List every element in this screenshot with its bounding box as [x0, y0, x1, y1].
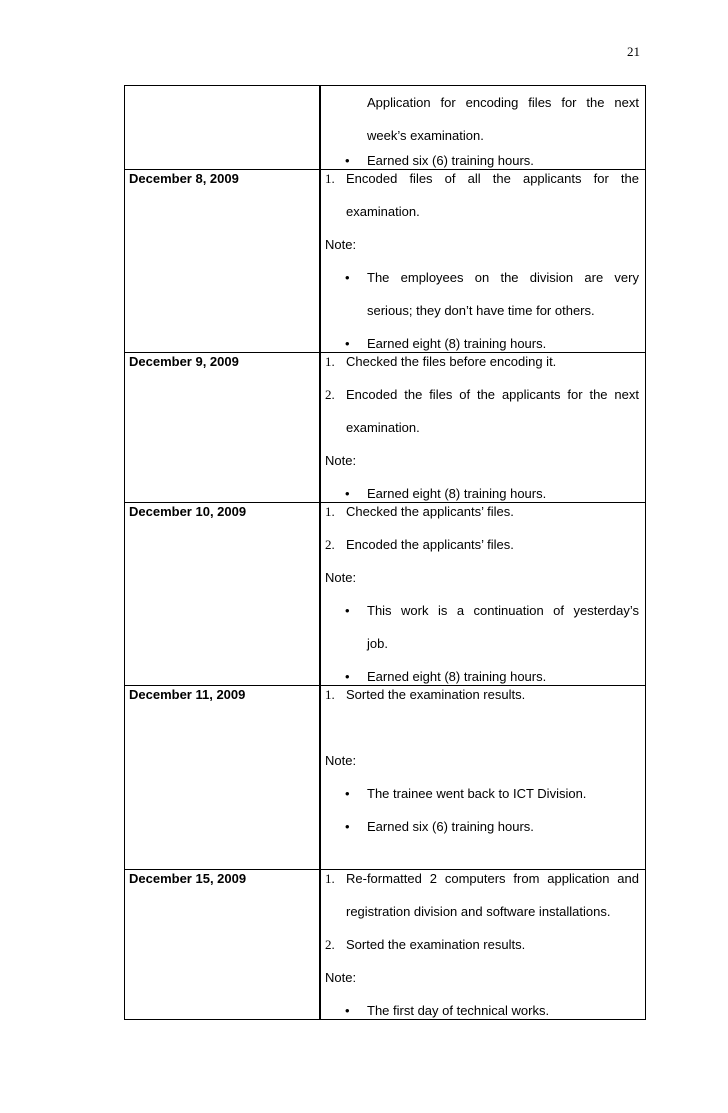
date-cell: [125, 86, 321, 170]
blank-line: [325, 719, 639, 752]
activity-line: Application for encoding files for the next: [367, 95, 639, 110]
bullet-item: • Earned six (6) training hours.: [345, 819, 534, 834]
table-row: [125, 170, 646, 353]
bullet-icon: •: [345, 336, 350, 351]
table-row: [125, 353, 646, 503]
table-row: [125, 870, 646, 1020]
bullet-icon: •: [345, 786, 350, 801]
activity-line: job.: [367, 636, 388, 651]
numbered-item: 1. Checked the applicants’ files.: [325, 504, 514, 519]
activity-cell: [320, 86, 646, 170]
note-label: Note:: [325, 237, 357, 252]
numbered-item: 1. Checked the files before encoding it.: [325, 354, 557, 369]
date-cell: December 8, 2009: [125, 170, 321, 353]
bullet-item: • The trainee went back to ICT Division.: [345, 786, 587, 801]
numbered-item: 1. Encoded files of all the applicants for the: [325, 171, 639, 186]
activity-line: serious; they don’t have time for others.: [367, 303, 595, 318]
bullet-icon: •: [345, 603, 350, 618]
activity-line: examination.: [346, 420, 420, 435]
note-label: Note:: [325, 970, 357, 985]
bullet-item: • The first day of technical works.: [345, 1003, 550, 1018]
bullet-icon: •: [345, 270, 350, 285]
numbered-item: 1. Re-formatted 2 computers from application and: [325, 871, 639, 886]
date-cell: December 11, 2009: [125, 686, 321, 870]
note-label: Note:: [325, 753, 357, 768]
activity-line: registration division and software installations.: [346, 904, 611, 919]
numbered-item: 2. Encoded the applicants’ files.: [325, 537, 514, 552]
table-row: [125, 503, 646, 686]
activity-cell: [320, 170, 646, 353]
bullet-icon: •: [345, 1003, 350, 1018]
numbered-item: 1. Sorted the examination results.: [325, 687, 526, 702]
bullet-item: • The employees on the division are very: [345, 270, 639, 285]
table-row: [125, 686, 646, 870]
page-number: 21: [627, 44, 640, 59]
date-cell: December 9, 2009: [125, 353, 321, 503]
activity-cell: [320, 686, 646, 870]
table-row: [125, 86, 646, 170]
date-cell: December 15, 2009: [125, 870, 321, 1020]
activity-cell: [320, 870, 646, 1020]
activity-line: week’s examination.: [367, 128, 484, 143]
bullet-icon: •: [345, 819, 350, 834]
bullet-item: • Earned eight (8) training hours.: [345, 486, 547, 501]
activity-cell: [320, 503, 646, 686]
bullet-item: • Earned six (6) training hours.: [345, 153, 534, 168]
activity-cell: [320, 353, 646, 503]
numbered-item: 2. Sorted the examination results.: [325, 937, 526, 952]
bullet-icon: •: [345, 669, 350, 684]
bullet-icon: •: [345, 153, 350, 168]
bullet-item: • Earned eight (8) training hours.: [345, 669, 547, 684]
numbered-item: 2. Encoded the files of the applicants for the next: [325, 387, 639, 402]
training-log-table: [124, 85, 646, 1020]
note-label: Note:: [325, 570, 357, 585]
bullet-item: • Earned eight (8) training hours.: [345, 336, 547, 351]
bullet-item: • This work is a continuation of yesterday’s: [345, 603, 639, 618]
note-label: Note:: [325, 453, 357, 468]
date-cell: December 10, 2009: [125, 503, 321, 686]
bullet-icon: •: [345, 486, 350, 501]
activity-line: examination.: [346, 204, 420, 219]
